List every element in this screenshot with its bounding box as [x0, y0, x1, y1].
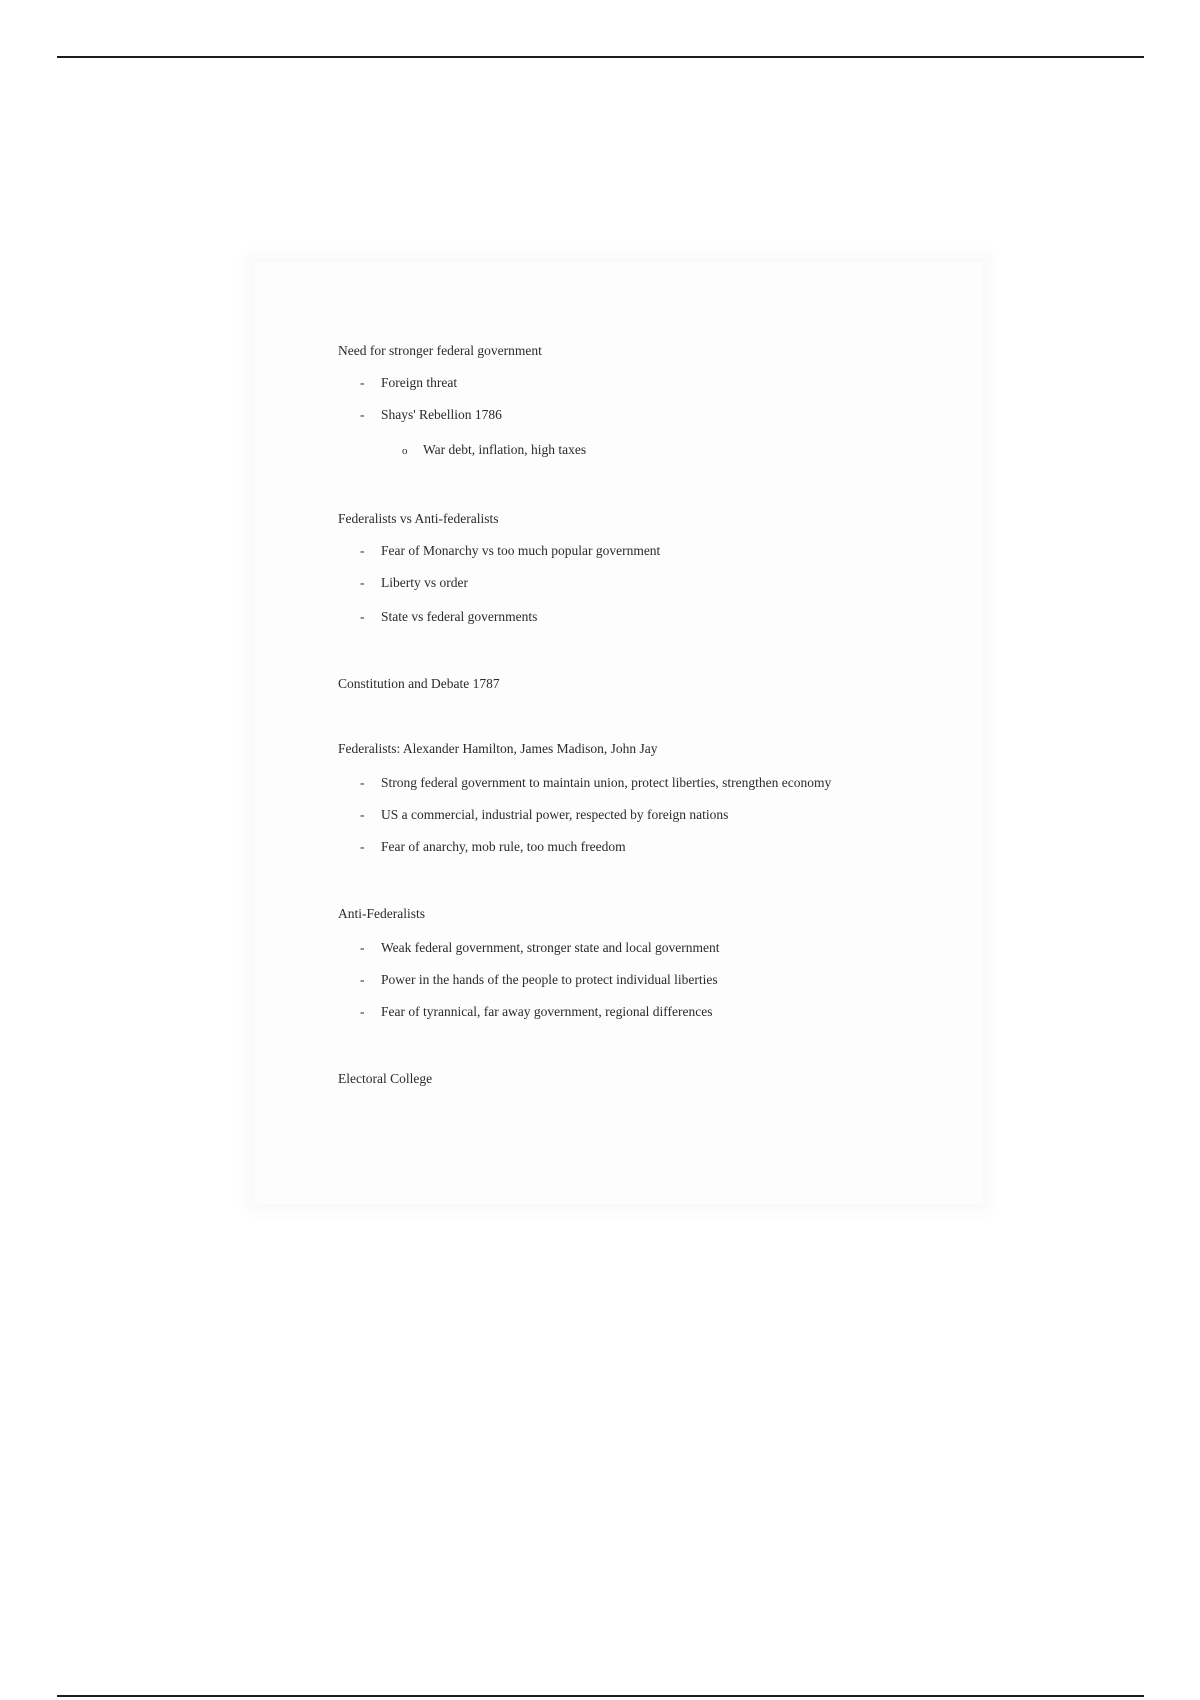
bullet-marker: -: [360, 940, 365, 955]
list-item-text: Fear of tyrannical, far away government, regional differences: [381, 1004, 713, 1019]
bullet-marker: -: [360, 972, 365, 987]
bullet-marker: -: [360, 775, 365, 790]
sub-bullet-marker: o: [402, 445, 408, 457]
bullet-marker: -: [360, 543, 365, 558]
list-item: [360, 972, 718, 988]
list-item-text: Weak federal government, stronger state and local government: [381, 940, 720, 955]
list-item-text: Liberty vs order: [381, 575, 468, 590]
section-heading: Constitution and Debate 1787: [338, 676, 500, 691]
list-item: [360, 375, 457, 391]
list-item-text: Fear of anarchy, mob rule, too much freedom: [381, 839, 626, 854]
list-item: [360, 543, 660, 559]
list-item: [360, 407, 502, 423]
list-item-text: Shays' Rebellion 1786: [381, 407, 502, 422]
list-item-text: US a commercial, industrial power, respected by foreign nations: [381, 807, 729, 822]
list-item: [360, 839, 626, 855]
list-item-text: Fear of Monarchy vs too much popular government: [381, 543, 661, 558]
section-heading: Electoral College: [338, 1071, 433, 1086]
list-item: [360, 775, 831, 791]
section-heading: Federalists: Alexander Hamilton, James Madison, John Jay: [338, 741, 658, 756]
list-item: [360, 609, 537, 625]
bullet-marker: -: [360, 407, 365, 422]
list-item-text: Power in the hands of the people to protect individual liberties: [381, 972, 718, 987]
list-item: [360, 940, 720, 956]
bullet-marker: -: [360, 807, 365, 822]
sub-list-item: [402, 442, 586, 459]
list-item: [360, 1004, 712, 1020]
top-rule: [57, 56, 1144, 58]
list-item-text: State vs federal governments: [381, 609, 538, 624]
list-item-text: Foreign threat: [381, 375, 458, 390]
bottom-rule: [57, 1695, 1144, 1697]
section-heading: Anti-Federalists: [338, 906, 425, 921]
list-item: [360, 807, 728, 823]
bullet-marker: -: [360, 375, 365, 390]
bullet-marker: -: [360, 1004, 365, 1019]
list-item-text: Strong federal government to maintain union, protect liberties, strengthen economy: [381, 775, 832, 790]
section-heading: Need for stronger federal government: [338, 343, 542, 358]
bullet-marker: -: [360, 609, 365, 624]
document-page: [255, 262, 983, 1204]
list-item: [360, 575, 468, 591]
bullet-marker: -: [360, 575, 365, 590]
bullet-marker: -: [360, 839, 365, 854]
section-heading: Federalists vs Anti-federalists: [338, 511, 499, 526]
sub-list-item-text: War debt, inflation, high taxes: [423, 442, 587, 457]
